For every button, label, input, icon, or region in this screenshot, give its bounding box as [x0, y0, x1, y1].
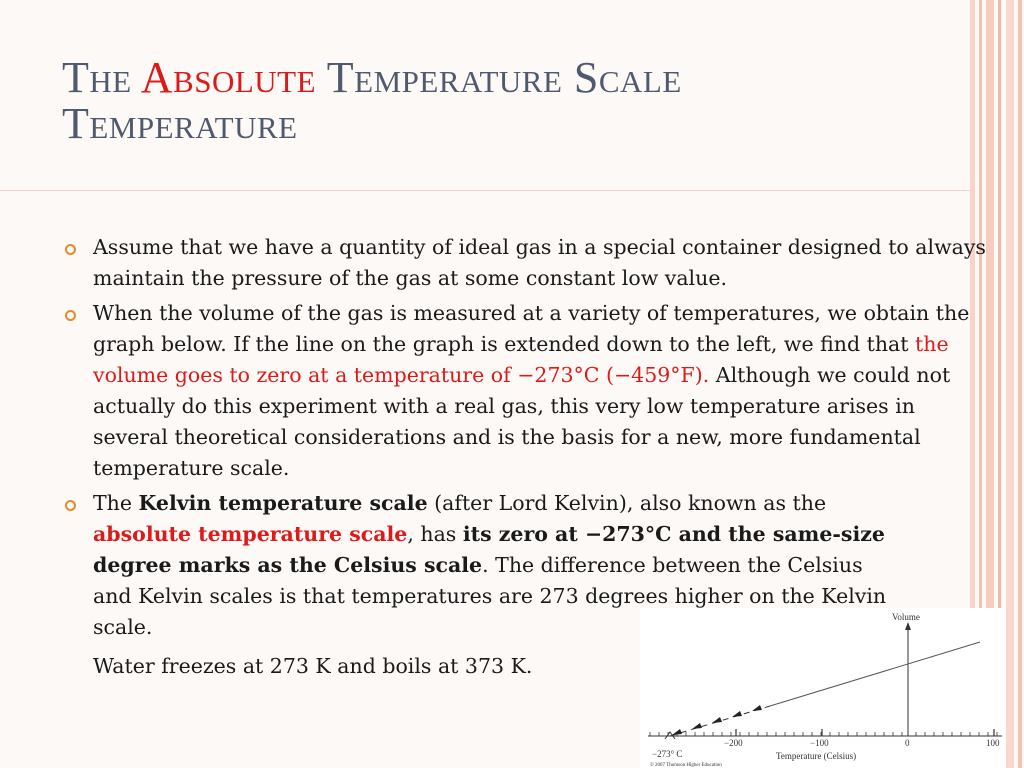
x-axis-ticks: [650, 729, 997, 736]
bullet-2: When the volume of the gas is measured at a variety of temperatures, we obtain the graph below. If the line on the graph is extended down to the left, we find that the volume goes to zero at a temperature of −273°C (−459°F). Although we could not actually do this experiment with a real gas, this very low temperature arises in several theoretical considerations and is the basis for a new, more fundamental temperature scale.: [62, 298, 992, 484]
bullet-circle-icon: [65, 244, 76, 255]
freezing-boiling-line: Water freezes at 273 K and boils at 373 K.: [93, 654, 533, 678]
bullet-1: Assume that we have a quantity of ideal gas in a special container designed to always maintain the pressure of the gas at some constant low value.: [62, 232, 992, 294]
measured-line: [770, 642, 980, 706]
copyright-text: © 2007 Thomson Higher Education: [650, 763, 722, 768]
bullet-circle-icon: [65, 500, 76, 511]
title-line-1: The Absolute Temperature Scale: [62, 53, 682, 102]
tick-label-minus-200: −200: [724, 738, 743, 748]
tick-label-zero: 0: [905, 738, 910, 748]
arrow-icon: [692, 723, 702, 729]
title-accent-word: Absolute: [140, 53, 317, 102]
arrow-icon: [712, 717, 722, 723]
volume-label: Volume: [892, 612, 920, 622]
tick-label-100: 100: [986, 738, 1000, 748]
arrow-icon: [672, 729, 682, 735]
volume-axis-arrow-icon: [905, 622, 911, 630]
arrow-icon: [732, 711, 742, 717]
absolute-scale-term: absolute temperature scale: [93, 522, 408, 546]
volume-temperature-graph: [640, 608, 1006, 768]
tick-label-minus-100: −100: [810, 738, 829, 748]
bullet-3: The Kelvin temperature scale (after Lord Kelvin), also known as the absolute temperature scale, has its zero at −273°C and the same-size degree marks as the Celsius scale. The difference between the Celsius and Kelvin scales is that temperatures are 273 degrees higher on the Kelvin scale.: [62, 488, 893, 643]
arrow-icon: [752, 705, 762, 711]
zero-label: −273° C: [652, 749, 683, 759]
highlight-text: the volume goes to zero at a temperature of −273°C (−459°F).: [93, 332, 949, 387]
bullet-circle-icon: [65, 310, 76, 321]
title-line-2: Temperature: [62, 99, 298, 148]
graph-svg: [640, 608, 1006, 768]
title-divider: [0, 190, 972, 191]
kelvin-scale-term: Kelvin temperature scale: [138, 491, 428, 515]
zero-point-statement: its zero at −273°C and the same-size degree marks as the Celsius scale: [93, 522, 885, 577]
slide-title: [62, 55, 962, 147]
x-axis-label: Temperature (Celsius): [776, 751, 857, 761]
